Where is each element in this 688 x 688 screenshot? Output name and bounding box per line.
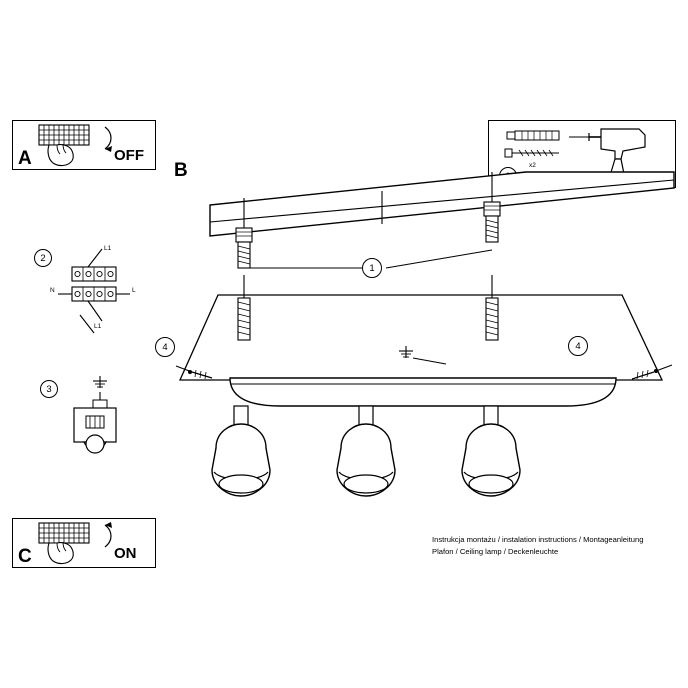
terminal-label-l1-bottom: L1 (94, 323, 102, 330)
terminal-label-l: L (132, 287, 136, 294)
caption-block (432, 534, 672, 558)
panel-c (12, 518, 156, 568)
main-letter-b: B (174, 160, 188, 181)
step-3-badge: 3 (40, 380, 58, 398)
main-assembly-diagram (170, 150, 688, 550)
tool-qty-label: x2 (529, 162, 536, 169)
panel-c-state-label: ON (114, 545, 137, 562)
junction-box-icon (60, 372, 144, 472)
panel-c-letter: C (18, 546, 32, 567)
panel-a-state-label: OFF (114, 147, 144, 164)
caption-line-2: Plafon / Ceiling lamp / Deckenleuchte (432, 547, 559, 556)
step-2-badge: 2 (34, 249, 52, 267)
panel-a-letter: A (18, 148, 32, 169)
terminal-label-n: N (50, 287, 55, 294)
caption-line-1: Instrukcja montażu / instalation instructions / Montageanleitung (432, 535, 644, 544)
step-2-group (28, 245, 148, 337)
step-3-group (34, 372, 144, 472)
callout-4-right: 4 (568, 336, 588, 356)
terminal-label-l1-top: L1 (104, 245, 112, 252)
callout-4-left: 4 (155, 337, 175, 357)
callout-1: 1 (362, 258, 382, 278)
panel-a (12, 120, 156, 170)
terminal-block-icon (58, 245, 163, 337)
